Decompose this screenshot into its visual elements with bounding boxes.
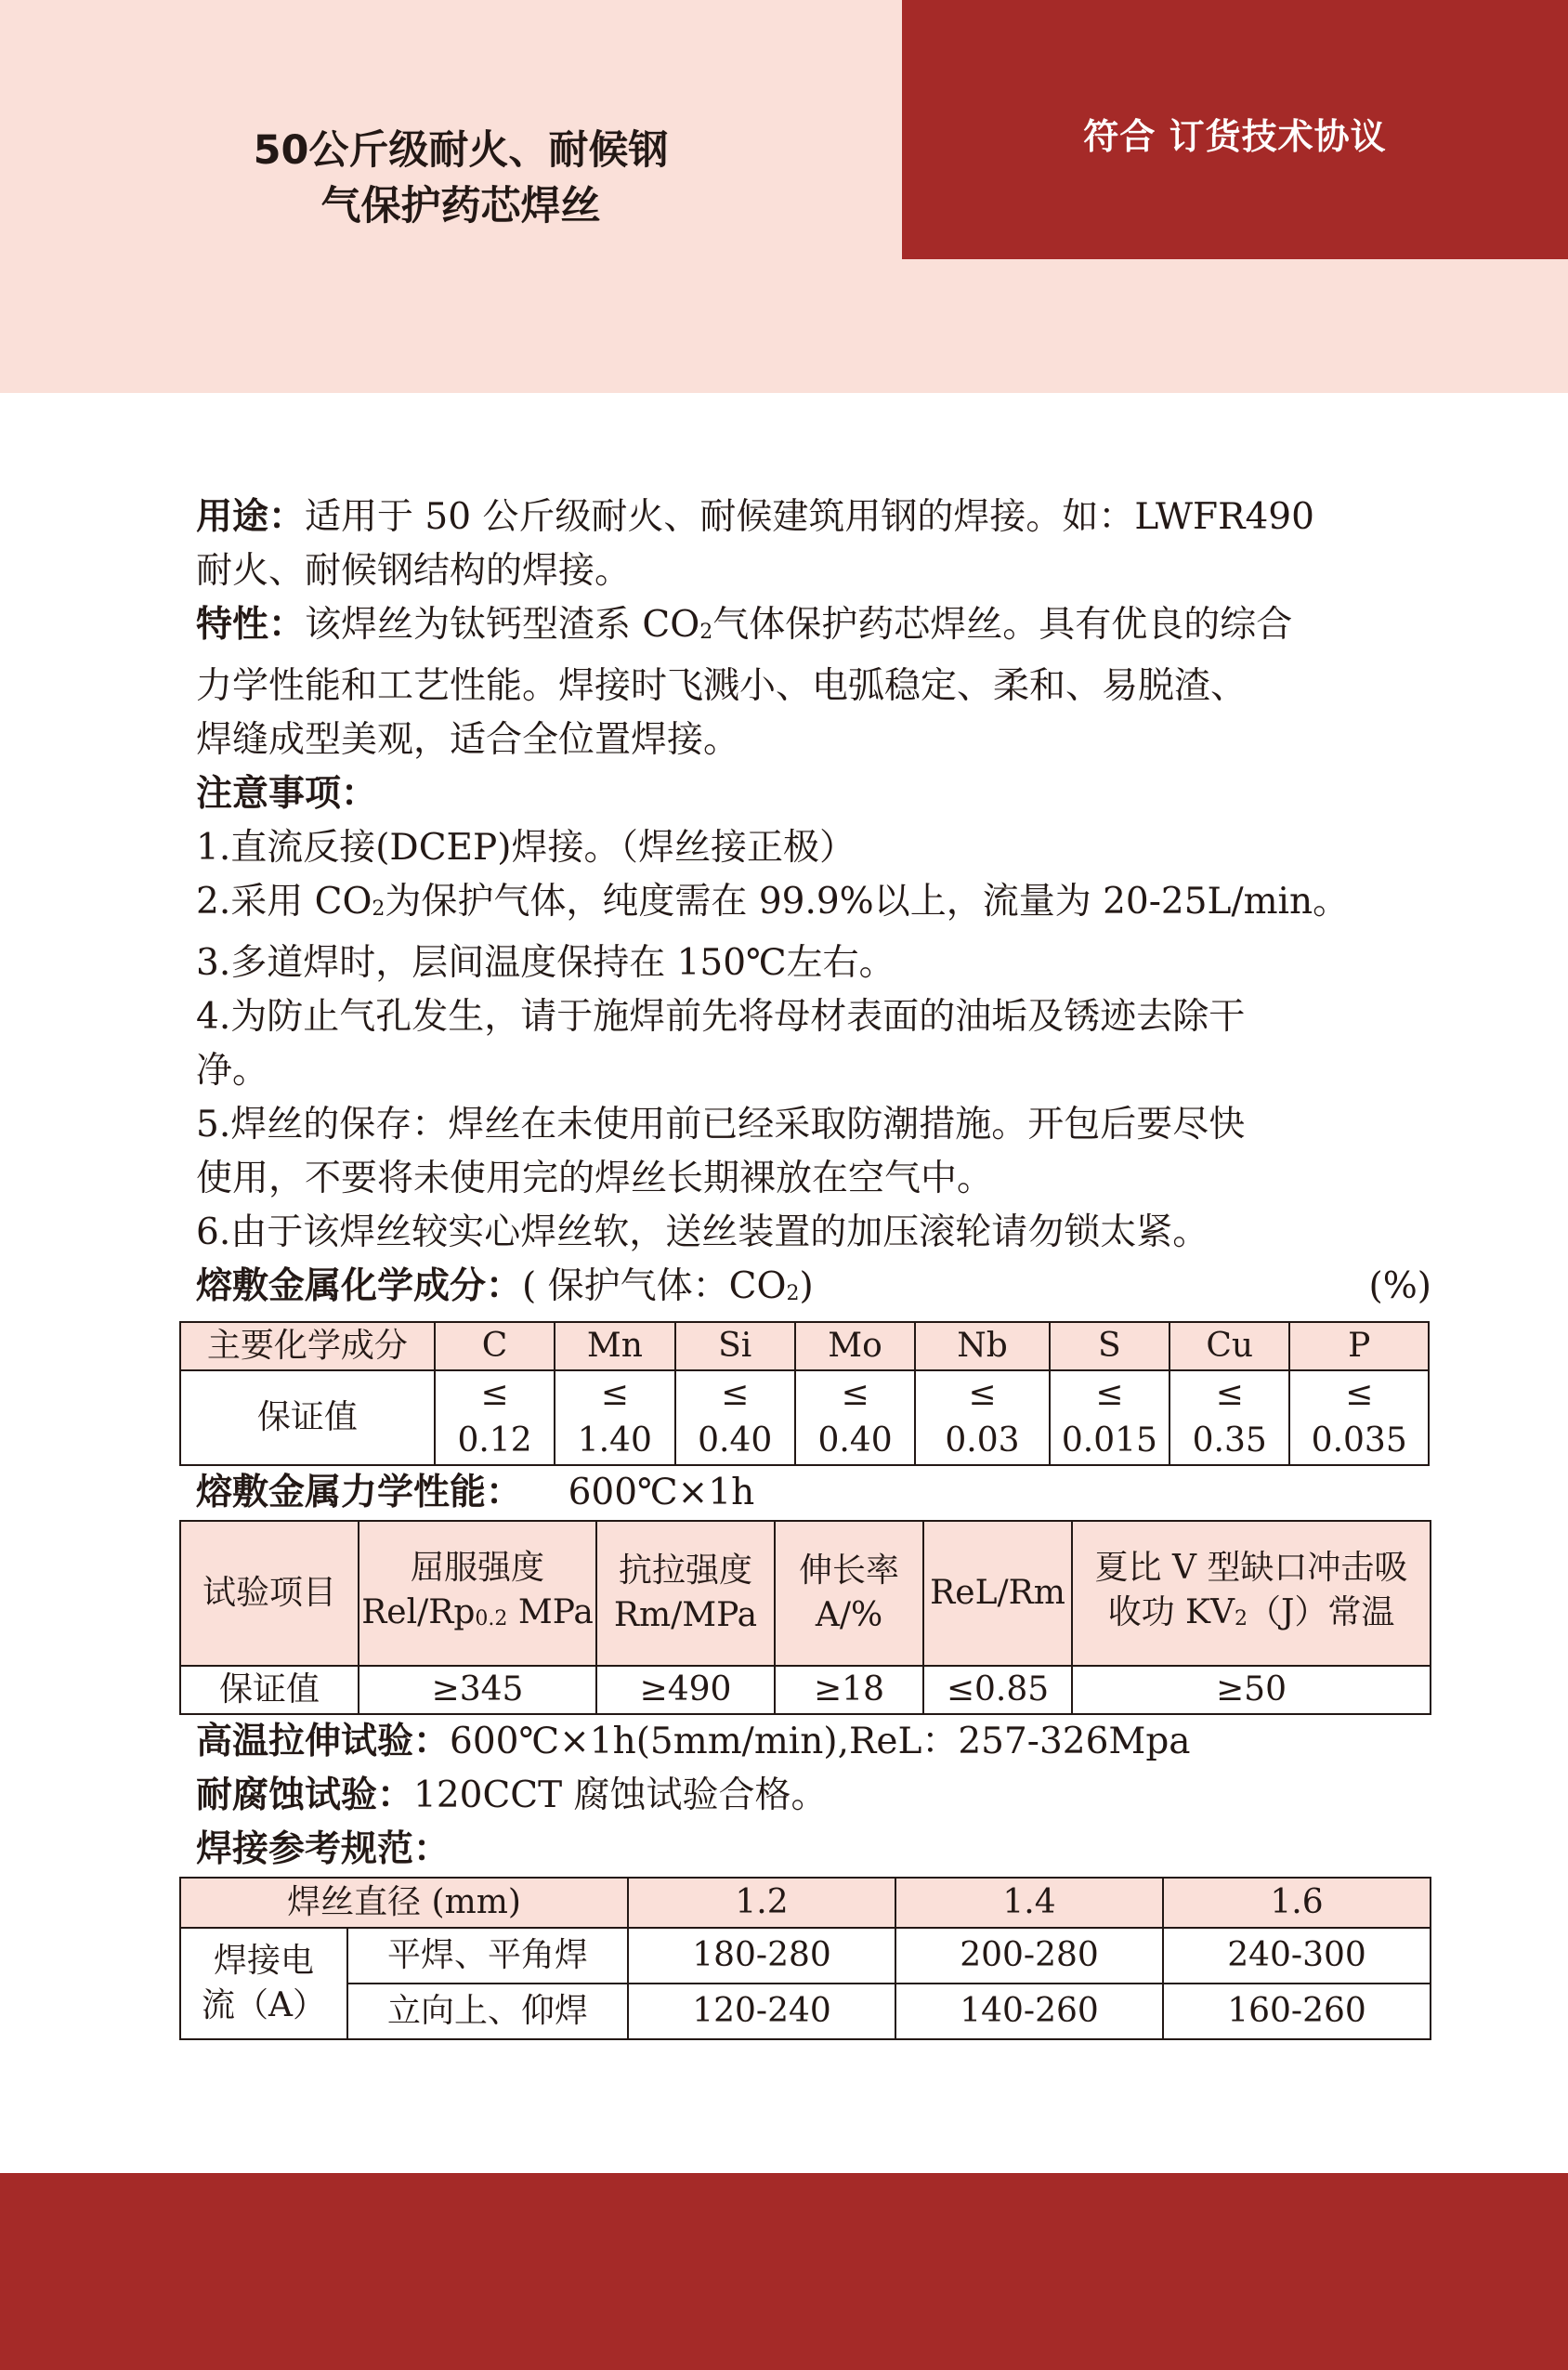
weld-diam: 1.6 <box>1163 1878 1431 1928</box>
mech-h-tensile <box>596 1521 775 1666</box>
feature-sub: 2 <box>699 621 713 644</box>
elong-title: 伸长率 <box>798 1552 899 1590</box>
note-5b: 使用，不要将未使用完的焊丝长期裸放在空气中。 <box>196 1158 994 1199</box>
mech-row-label: 保证值 <box>180 1666 359 1714</box>
chem-row-label: 保证值 <box>180 1370 435 1465</box>
note-2 <box>196 875 1431 936</box>
chem-header-row <box>180 1322 1429 1370</box>
corrosion-label: 耐腐蚀试验： <box>196 1774 414 1816</box>
chem-unit: (%) <box>1368 1265 1431 1307</box>
chem-header-label: 主要化学成分 <box>180 1322 435 1370</box>
mech-condition: 600℃×1h <box>568 1472 755 1513</box>
mech-value: ≤0.85 <box>923 1666 1072 1714</box>
chem-value: 0.12 <box>457 1421 532 1460</box>
yield-sub: 0.2 <box>475 1606 508 1630</box>
mech-value: ≥345 <box>359 1666 596 1714</box>
hightemp-line <box>196 1715 1431 1769</box>
mech-h-impact <box>1072 1521 1431 1666</box>
footer-band <box>0 2173 1568 2370</box>
note-2b: 为保护气体，纯度需在 99.9%以上，流量为 20-25L/min。 <box>385 881 1350 923</box>
chem-value-cell <box>795 1370 915 1465</box>
tensile-title: 抗拉强度 <box>618 1552 752 1590</box>
mech-h-item: 试验项目 <box>180 1521 359 1666</box>
main-content <box>196 491 1431 2040</box>
mech-value: ≥50 <box>1072 1666 1431 1714</box>
chem-element: Cu <box>1169 1322 1289 1370</box>
impact-title: 夏比 V 型缺口冲击吸 <box>1094 1548 1408 1587</box>
chem-element: Mo <box>795 1322 915 1370</box>
tensile-unit: Rm/MPa <box>613 1596 758 1634</box>
usage-line-1 <box>196 491 1431 544</box>
chem-value: 0.40 <box>817 1421 893 1460</box>
mech-table <box>179 1520 1431 1715</box>
chem-element: P <box>1289 1322 1429 1370</box>
weld-current: 140-260 <box>895 1984 1163 2039</box>
mech-heading <box>196 1466 1431 1520</box>
chem-value: 0.03 <box>945 1421 1020 1460</box>
feature-line-1 <box>196 598 1431 660</box>
weld-current: 240-300 <box>1163 1928 1431 1984</box>
weld-current: 120-240 <box>628 1984 895 2039</box>
mech-h-elong <box>775 1521 923 1666</box>
note-3: 3.多道焊时，层间温度保持在 150℃左右。 <box>196 942 895 984</box>
le-sign: ≤ <box>480 1375 509 1413</box>
weld-table <box>179 1877 1431 2040</box>
yield-sym: Rel/Rp <box>361 1592 476 1631</box>
chem-value-row <box>180 1370 1429 1465</box>
chem-value-cell <box>915 1370 1050 1465</box>
feature-line-3: 焊缝成型美观，适合全位置焊接。 <box>196 719 740 761</box>
hightemp-text: 600℃×1h(5mm/min),ReL：257-326Mpa <box>450 1721 1191 1762</box>
weld-position: 平焊、平角焊 <box>347 1928 628 1984</box>
note-1: 1.直流反接(DCEP)焊接。（焊丝接正极） <box>196 827 856 869</box>
badge-text: 符合 订货技术协议 <box>1083 116 1387 157</box>
chem-element: Nb <box>915 1322 1050 1370</box>
feature-line-2: 力学性能和工艺性能。焊接时飞溅小、电弧稳定、柔和、易脱渣、 <box>196 665 1248 707</box>
compliance-badge <box>902 0 1568 259</box>
notes-label: 注意事项： <box>196 773 378 815</box>
feature-text-1b: 气体保护药芯焊丝。具有优良的综合 <box>712 604 1293 646</box>
elong-unit: A/% <box>815 1596 883 1634</box>
yield-mpa: MPa <box>517 1592 594 1631</box>
chem-heading-left <box>196 1260 814 1321</box>
usage-line-2: 耐火、耐候钢结构的焊接。 <box>196 550 632 592</box>
weld-diam: 1.4 <box>895 1878 1163 1928</box>
mech-h-ratio: ReL/Rm <box>923 1521 1072 1666</box>
chem-element: S <box>1050 1322 1169 1370</box>
feature-label: 特性： <box>196 604 306 646</box>
weld-current: 160-260 <box>1163 1984 1431 2039</box>
chem-note-b: ) <box>799 1265 814 1307</box>
mech-h-yield <box>359 1521 596 1666</box>
le-sign: ≤ <box>968 1375 997 1413</box>
feature-text-1a: 该焊丝为钛钙型渣系 CO <box>305 604 700 646</box>
hightemp-label: 高温拉伸试验： <box>196 1721 451 1762</box>
weld-position: 立向上、仰焊 <box>347 1984 628 2039</box>
le-sign: ≤ <box>1345 1375 1374 1413</box>
mech-header-row <box>180 1521 1431 1666</box>
chem-value-cell <box>555 1370 674 1465</box>
note-4b: 净。 <box>196 1050 269 1092</box>
le-sign: ≤ <box>1095 1375 1124 1413</box>
mech-label: 熔敷金属力学性能： <box>196 1472 523 1513</box>
le-sign: ≤ <box>600 1375 629 1413</box>
chem-label: 熔敷金属化学成分： <box>196 1265 523 1307</box>
weld-header-row <box>180 1878 1431 1928</box>
chem-heading <box>196 1260 1431 1321</box>
chem-value-cell <box>435 1370 555 1465</box>
note-6: 6.由于该焊丝较实心焊丝软，送丝装置的加压滚轮请勿锁太紧。 <box>196 1211 1209 1253</box>
current-label-a: 焊接电 <box>213 1942 314 1980</box>
note-4a: 4.为防止气孔发生，请于施焊前先将母材表面的油垢及锈迹去除干 <box>196 996 1246 1038</box>
chem-element: Mn <box>555 1322 674 1370</box>
note-5a: 5.焊丝的保存：焊丝在未使用前已经采取防潮措施。开包后要尽快 <box>196 1104 1246 1146</box>
weld-current: 180-280 <box>628 1928 895 1984</box>
chem-value: 0.035 <box>1311 1421 1407 1460</box>
le-sign: ≤ <box>841 1375 869 1413</box>
yield-unit <box>359 1591 595 1642</box>
chem-value: 0.015 <box>1061 1421 1157 1460</box>
chem-element: C <box>435 1322 555 1370</box>
mech-value-row <box>180 1666 1431 1714</box>
mech-value: ≥18 <box>775 1666 923 1714</box>
weld-diam-header: 焊丝直径 (mm) <box>180 1878 628 1928</box>
weld-current-label <box>180 1928 347 2039</box>
chem-value-cell <box>1169 1370 1289 1465</box>
product-title <box>182 123 739 234</box>
title-line-1: 50公斤级耐火、耐候钢 <box>253 127 669 174</box>
weld-current: 200-280 <box>895 1928 1163 1984</box>
chem-table <box>179 1321 1430 1466</box>
chem-value-cell <box>1050 1370 1169 1465</box>
chem-element: Si <box>675 1322 795 1370</box>
weld-label: 焊接参考规范： <box>196 1828 451 1870</box>
impact-cond: （J）常温 <box>1247 1592 1395 1631</box>
chem-value: 0.35 <box>1192 1421 1267 1460</box>
note-2-sub: 2 <box>372 897 385 921</box>
impact-kv: 收功 KV <box>1107 1592 1235 1631</box>
weld-row-flat <box>180 1928 1431 1984</box>
chem-value-cell <box>1289 1370 1429 1465</box>
impact-sub: 2 <box>1234 1606 1248 1630</box>
corrosion-line <box>196 1769 1431 1823</box>
le-sign: ≤ <box>721 1375 750 1413</box>
chem-note-sub: 2 <box>786 1282 800 1305</box>
weld-row-vertical <box>180 1984 1431 2039</box>
yield-title: 屈服强度 <box>410 1548 544 1587</box>
chem-value: 0.40 <box>698 1421 773 1460</box>
usage-label: 用途： <box>196 496 306 538</box>
impact-unit <box>1073 1591 1430 1642</box>
chem-note-a: ( 保护气体：CO <box>522 1265 787 1307</box>
weld-diam: 1.2 <box>628 1878 895 1928</box>
le-sign: ≤ <box>1215 1375 1244 1413</box>
chem-value-cell <box>675 1370 795 1465</box>
chem-value: 1.40 <box>577 1421 652 1460</box>
note-2a: 2.采用 CO <box>196 881 372 923</box>
usage-text-1: 适用于 50 公斤级耐火、耐候建筑用钢的焊接。如：LWFR490 <box>305 496 1314 538</box>
title-line-2: 气保护药芯焊丝 <box>320 183 601 229</box>
mech-value: ≥490 <box>596 1666 775 1714</box>
current-label-b: 流（A） <box>202 1986 326 2024</box>
corrosion-text: 120CCT 腐蚀试验合格。 <box>413 1774 828 1816</box>
